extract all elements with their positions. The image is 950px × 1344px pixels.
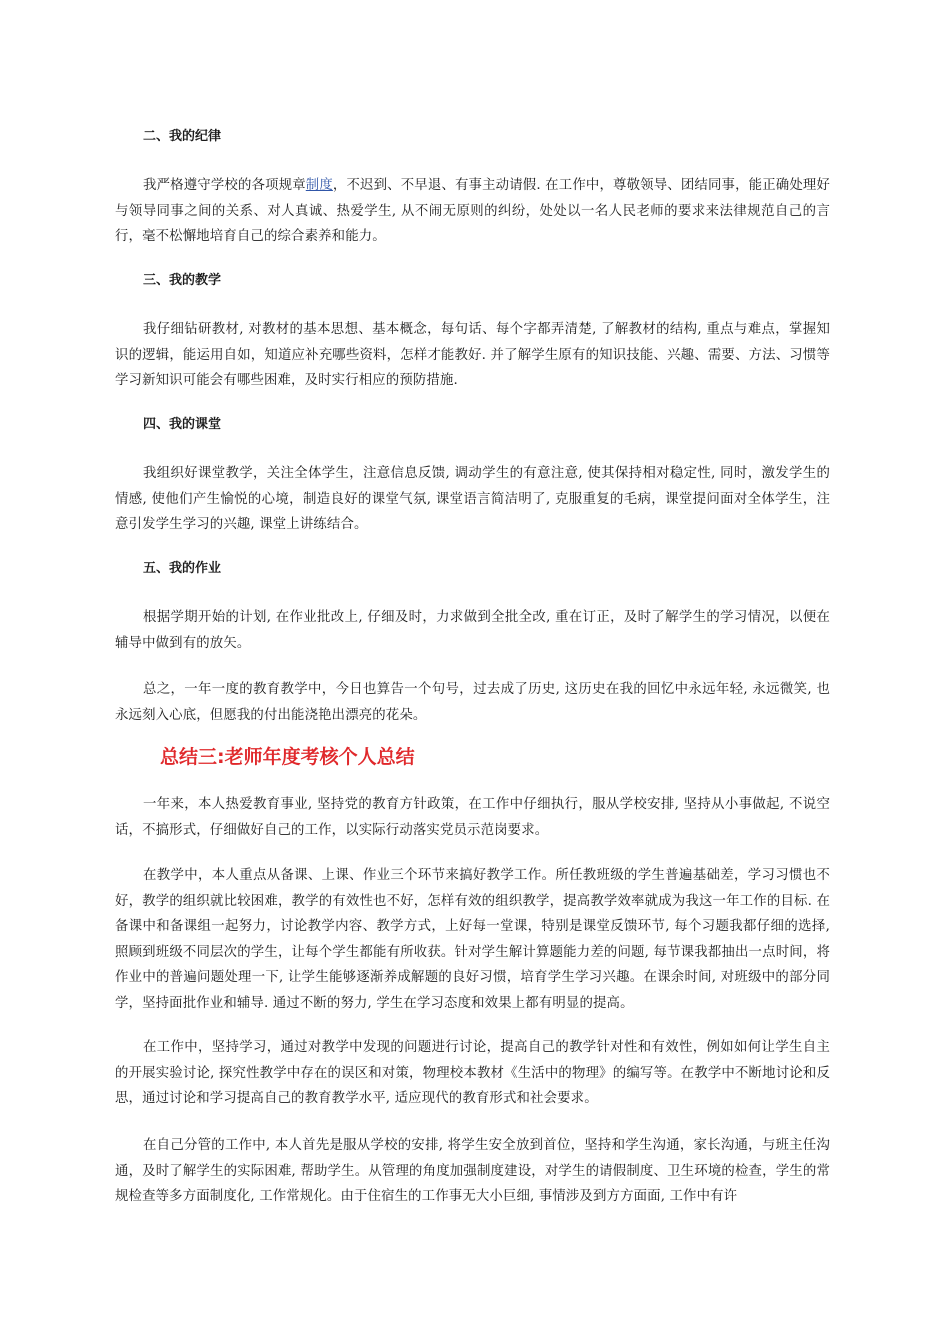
- section-paragraph-classroom: 我组织好课堂教学，关注全体学生，注意信息反馈, 调动学生的有意注意, 使其保持相对稳定性, 同时，激发学生的情感, 使他们产生愉悦的心境，制造良好的课堂气氛, 课堂语言简洁明了, 克服重复的毛病，课堂提问面对全体学生，注意引发学生学习的兴趣, 课堂上讲练结合。: [115, 466, 830, 532]
- section-heading-teaching: 三、我的教学: [143, 273, 222, 288]
- summary-paragraph: 一年来，本人热爱教育事业, 坚持党的教育方针政策，在工作中仔细执行，服从学校安排, 坚持从小事做起, 不说空话，不搞形式，仔细做好自己的工作，以实际行动落实党员示范岗要求。: [115, 797, 830, 838]
- conclusion-paragraph: 总之，一年一度的教育教学中，今日也算告一个句号，过去成了历史, 这历史在我的回忆中永远年轻, 永远微笑, 也永远刻入心底，但愿我的付出能浇艳出漂亮的花朵。: [115, 682, 830, 723]
- section-heading-discipline: 二、我的纪律: [143, 129, 222, 144]
- section-heading-classroom: 四、我的课堂: [143, 417, 222, 432]
- section-paragraph-homework: 根据学期开始的计划, 在作业批改上, 仔细及时，力求做到全批全改, 重在订正，及时了解学生的学习情况，以便在辅导中做到有的放矢。: [115, 610, 830, 651]
- paragraph-text: ，不迟到、不早退、有事主动请假. 在工作中，尊敬领导、团结同事，能正确处理好与领导同事之间的关系、对人真诚、热爱学生, 从不闹无原则的纠纷，处处以一名人民老师的要求来法律规范自己的言行，毫不松懈地培育自己的综合素养和能力。: [115, 178, 830, 244]
- system-link[interactable]: 制度: [305, 178, 333, 193]
- section-paragraph-teaching: 我仔细钻研教材, 对教材的基本思想、基本概念，每句话、每个字都弄清楚, 了解教材的结构, 重点与难点，掌握知识的逻辑，能运用自如，知道应补充哪些资料，怎样才能教好. 并了解学生原有的知识技能、兴趣、需要、方法、习惯等学习新知识可能会有哪些困难，及时实行相应的预防措施.: [115, 322, 830, 388]
- summary-paragraph: 在工作中，坚持学习，通过对教学中发现的问题进行讨论，提高自己的教学针对性和有效性，例如如何让学生自主的开展实验讨论, 探究性教学中存在的误区和对策，物理校本教材《生活中的物理》的编写等。在教学中不断地讨论和反思，通过讨论和学习提高自己的教育教学水平, 适应现代的教育形式和社会要求。: [115, 1040, 830, 1106]
- summary-three-title: 总结三:老师年度考核个人总结: [160, 746, 415, 768]
- summary-paragraph: 在教学中，本人重点从备课、上课、作业三个环节来搞好教学工作。所任教班级的学生普遍基础差，学习习惯也不好，教学的组织就比较困难，教学的有效性也不好，怎样有效的组织教学，提高教学效率就成为我这一年工作的目标. 在备课中和备课组一起努力，讨论教学内容、教学方式，上好每一堂课，特别是课堂反馈环节, 每个习题我都仔细的选择, 照顾到班级不同层次的学生，让每个学生都能有所收获。针对学生解计算题能力差的问题, 每节课我都抽出一点时间，将作业中的普遍问题处理一下, 让学生能够逐渐养成解题的良好习惯，培育学生学习兴趣。在课余时间, 对班级中的部分同学，坚持面批作业和辅导. 通过不断的努力, 学生在学习态度和效果上都有明显的提高。: [115, 868, 830, 1011]
- summary-paragraph: 在自己分管的工作中, 本人首先是服从学校的安排, 将学生安全放到首位，坚持和学生沟通，家长沟通，与班主任沟通，及时了解学生的实际困难, 帮助学生。从管理的角度加强制度建设，对学生的请假制度、卫生环境的检查，学生的常规检查等多方面制度化, 工作常规化。由于住宿生的工作事无大小巨细, 事情涉及到方方面面, 工作中有许: [115, 1138, 830, 1204]
- paragraph-text: 我严格遵守学校的各项规章: [143, 178, 306, 193]
- section-heading-homework: 五、我的作业: [143, 561, 222, 576]
- section-paragraph-discipline: [115, 173, 830, 250]
